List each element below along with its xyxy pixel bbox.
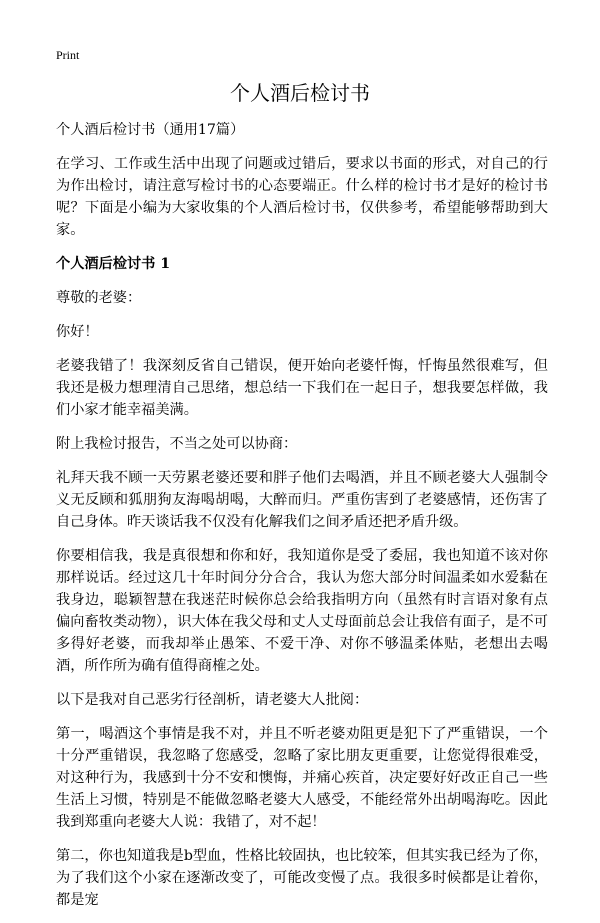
salutation: 尊敬的老婆： [56,290,142,306]
body-paragraph: 第二，你也知道我是b型血，性格比较固执，也比较笨，但其实我已经为了你，为了我们这个小家在逐渐改变了，可能改变慢了点。我很多时候都是让着你，都是宠 [56,848,548,908]
greeting: 你好！ [56,324,99,340]
document-subtitle: 个人酒后检讨书（通用17篇） [56,122,245,138]
section-heading: 个人酒后检讨书 1 [56,256,171,272]
body-paragraph: 礼拜天我不顾一天劳累老婆还要和胖子他们去喝酒，并且不顾老婆大人强制令义无反顾和狐朋狗友海喝胡喝，大醉而归。严重伤害到了老婆感情，还伤害了自己身体。昨天谈话我不仅没有化解我们之间矛盾还把矛盾升级。 [56,470,548,530]
body-paragraph: 以下是我对自己恶劣行径剖析，请老婆大人批阅： [56,692,369,708]
body-paragraph: 附上我检讨报告，不当之处可以协商： [56,436,298,452]
document-body [56,119,548,923]
body-paragraph: 第一，喝酒这个事情是我不对，并且不听老婆劝阻更是犯下了严重错误，一个十分严重错误，我忽略了您感受，忽略了家比朋友更重要，让您觉得很难受，对这种行为，我感到十分不安和懊悔，并痛心疾首，决定要好好改正自己一些生活上习惯，特别是不能做忽略老婆大人感受，不能经常外出胡喝海吃。因此我到郑重向老婆大人说：我错了，对不起！ [56,726,548,830]
intro-paragraph: 在学习、工作或生活中出现了问题或过错后，要求以书面的形式，对自己的行为作出检讨，请注意写检讨书的心态要端正。什么样的检讨书才是好的检讨书呢？下面是小编为大家收集的个人酒后检讨书，仅供参考，希望能够帮助到大家。 [56,156,548,238]
page-title: 个人酒后检讨书 [230,81,370,105]
print-link[interactable]: Print [56,48,80,62]
body-paragraph: 你要相信我，我是真很想和你和好，我知道你是受了委屈，我也知道不该对你那样说话。经过这几十年时间分分合合，我认为您大部分时间温柔如水爱黏在我身边，聪颖智慧在我迷茫时候你总会给我指明方向（虽然有时言语对象有点偏向畜牧类动物），识大体在我父母和丈人丈母面前总会让我倍有面子，是不可多得好老婆，而我却举止愚笨、不爱干净、对你不够温柔体贴，老想出去喝酒，所作所为确有值得商榷之处。 [56,548,548,674]
body-paragraph: 老婆我错了！我深刻反省自己错误，便开始向老婆忏悔，忏悔虽然很难写，但我还是极力想理清自己思绪，想总结一下我们在一起日子，想我要怎样做，我们小家才能幸福美满。 [56,358,548,418]
